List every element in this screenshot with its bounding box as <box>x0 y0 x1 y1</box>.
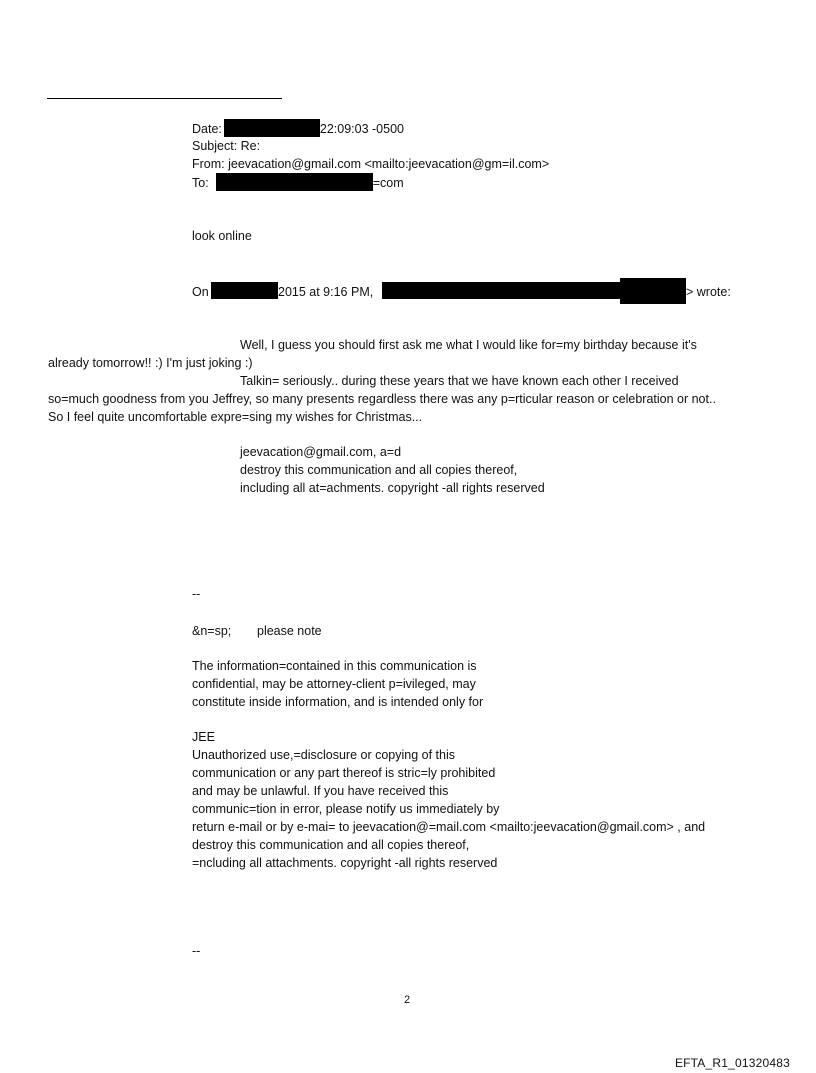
disclaimer-line-10: =ncluding all attachments. copyright -all rights reserved <box>192 856 498 870</box>
signature-separator: -- <box>192 944 201 958</box>
disclaimer-line-8: return e-mail or by e-mai= to jeevacation@=mail.com <mailto:jeevacation@gmail.com> , and <box>192 820 706 834</box>
quoted-line-2: already tomorrow!! :) I'm just joking :) <box>48 356 253 370</box>
to-tail: =com <box>372 176 404 190</box>
subject-line: Subject: Re: <box>192 139 261 153</box>
disclaimer-line-4: Unauthorized use,=disclosure or copying of this <box>192 748 455 762</box>
redaction-box <box>211 282 278 299</box>
signature-separator: -- <box>192 587 201 601</box>
disclaimer-line-2: confidential, may be attorney-client p=ivileged, may <box>192 677 476 691</box>
disclaimer-line-1: The information=contained in this communication is <box>192 659 477 673</box>
quote-wrote: > wrote: <box>686 285 731 299</box>
redaction-box <box>382 282 622 299</box>
to-line <box>192 173 404 192</box>
disclaimer-jee: JEE <box>192 730 215 744</box>
reply-text: look online <box>192 229 252 243</box>
disclaimer-line-3: constitute inside information, and is intended only for <box>192 695 484 709</box>
quoted-line-5: So I feel quite uncomfortable expre=sing my wishes for Christmas... <box>48 410 423 424</box>
header-divider-rule <box>47 98 282 99</box>
quote-on-label: On <box>192 285 209 299</box>
date-time: 22:09:03 -0500 <box>319 122 404 136</box>
inner-disclaimer-line-2: destroy this communication and all copies thereof, <box>240 463 518 477</box>
disclaimer-line-9: destroy this communication and all copies thereof, <box>192 838 470 852</box>
redaction-box <box>216 173 373 191</box>
date-label: Date: <box>192 122 222 136</box>
to-label: To: <box>192 176 209 190</box>
quoted-line-3: Talkin= seriously.. during these years that we have known each other I received <box>240 374 679 388</box>
note-text: please note <box>257 624 322 638</box>
inner-disclaimer-line-1: jeevacation@gmail.com, a=d <box>240 445 402 459</box>
redaction-box <box>224 119 320 137</box>
from-line: From: jeevacation@gmail.com <mailto:jeevacation@gm=il.com> <box>192 157 550 171</box>
quote-date-tail: 2015 at 9:16 PM, <box>278 285 374 299</box>
document-id: EFTA_R1_01320483 <box>674 1056 790 1070</box>
note-prefix: &n=sp; <box>192 624 232 638</box>
quoted-line-1: Well, I guess you should first ask me what I would like for=my birthday because it's <box>240 338 697 352</box>
redaction-box <box>620 278 686 304</box>
quoted-line-4: so=much goodness from you Jeffrey, so many presents regardless there was any p=rticular reason or celebration or not.. <box>48 392 716 406</box>
disclaimer-line-6: and may be unlawful. If you have received this <box>192 784 449 798</box>
inner-disclaimer-line-3: including all at=achments. copyright -all rights reserved <box>240 481 545 495</box>
disclaimer-line-5: communication or any part thereof is stric=ly prohibited <box>192 766 496 780</box>
date-line <box>192 119 404 138</box>
page-number: 2 <box>404 994 411 1006</box>
disclaimer-line-7: communic=tion in error, please notify us immediately by <box>192 802 500 816</box>
